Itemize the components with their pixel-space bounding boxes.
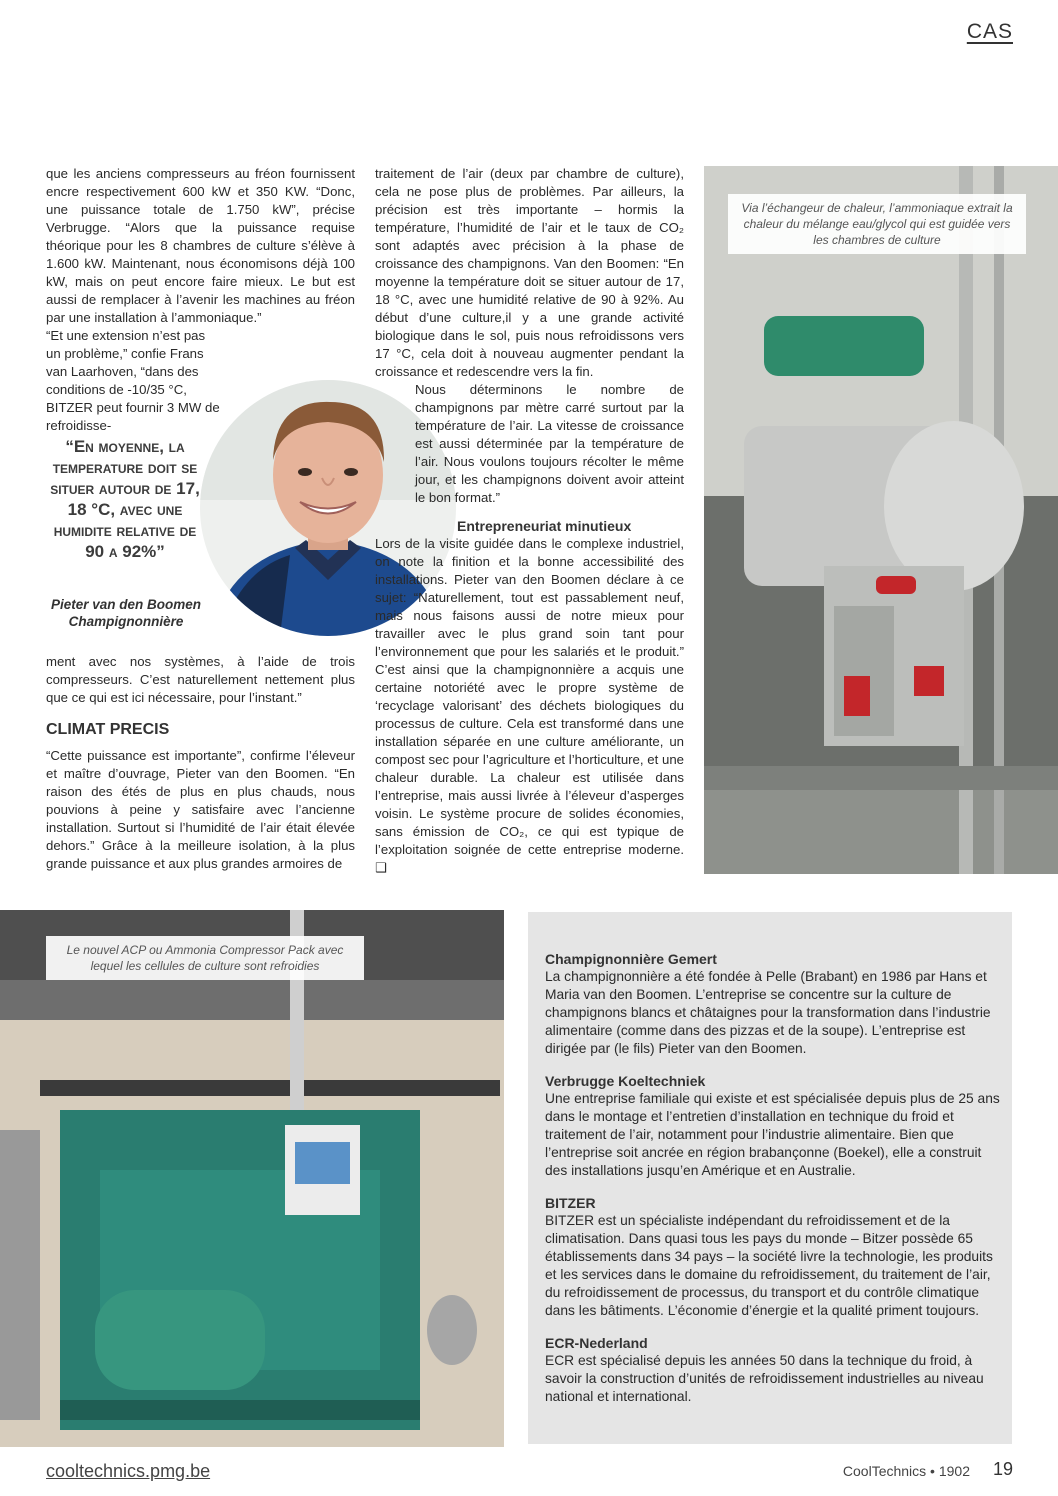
paragraph: que les anciens compresseurs au fréon fournissent encre respectivement 600 kW et 350 KW. “Donc, une puissance totale de 1.750 kW”, précise Verbrugge. “Alors que la puissance requise théorique pour les 8 chambres de culture s’élève à 1.600 kW. Maintenant, nous économisons déjà 100 kW, mais on peut encore faire mieux. Le but est aussi de remplacer à l’avenir les machines au fréon par une installation à l’ammoniaque.” (46, 166, 355, 325)
company-entry (545, 1194, 1000, 1320)
paragraph: Nous déterminons le nombre de champignons par mètre carré surtout par la température de l’air. La vitesse de croissance est aussi déterminée par la température de l’air. Nous voulons toujours récolter le même jour, et les champignons doivent avoir atteint le bon format.” (415, 382, 684, 505)
quote-author (46, 596, 206, 630)
company-info-box (528, 912, 1012, 1444)
compressor-pack-photo (0, 910, 504, 1447)
quote-author-company: Champignonnière (68, 614, 184, 629)
website-link[interactable]: cooltechnics.pmg.be (46, 1461, 211, 1481)
company-description: Une entreprise familiale qui existe et est spécialisée depuis plus de 25 ans dans le montage et l’entretien d’installation en technique du froid et traitement de l’air, notamment pour l’industrie alimentaire. Bien que l’entreprise soit ancrée en région brabançonne (Boekel), elle a construit des installations jusqu’en Amérique et en Australie. (545, 1091, 1000, 1178)
company-entry (545, 950, 1000, 1058)
paragraph: “Cette puissance est importante”, confirme l’éleveur et maître d’ouvrage, Pieter van den Boomen. “En raison des étés de plus en plus chauds, nous pouvions à peine y satisfaire avec l’ancienne installation. Surtout si l’humidité de l’air était élevée dehors.” Grâce à la meilleure isolation, à la plus grande puissance et aux plus grandes armoires de (46, 748, 355, 871)
heat-exchanger-photo (704, 166, 1058, 874)
quote-author-name: Pieter van den Boomen (50, 597, 202, 612)
photo-caption: Le nouvel ACP ou Ammonia Compressor Pack avec lequel les cellules de culture sont refroidies (46, 936, 364, 980)
paragraph: Lors de la visite guidée dans le complexe industriel, on note la finition et la bonne accessibilité des installations. Pieter van den Boomen déclare à ce sujet: “Naturellement, tout est passablement neuf, mais nous faisons aussi de notre mieux pour travailler avec le plus grand soin tant pour l’environnement que pour les salariés et le produit.” C’est ainsi que la champignonnière a acquis une certaine notoriété avec le propre système de ‘recyclage valorisant’ des déchets biologiques du processus de culture. Cela est transformé dans une installation séparée en une culture améliorante, un compost sec pour l’agriculture et l’horticulture, et une chaleur durable. La chaleur est utilisée dans l’entreprise, mais aussi livrée à l’éleveur d’asperges voisin. Le système procure de solides économies, sans émission de CO₂, ce qui est typique de l’exploitation soignée de cette entreprise moderne. ❑ (375, 536, 684, 875)
company-description: BITZER est un spécialiste indépendant du refroidissement et de la climatisation. Dans quasi tous les pays du monde – Bitzer possède 65 établissements dans 34 pays – la société livre la technologie, les produits et les services dans le domaine du refroidissement, du traitement de l’air, du refroidissement de processus, du transport et du contrôle climatique dans les bâtiments. L’économie d’énergie et la qualité priment toujours. (545, 1213, 993, 1318)
company-title: ECR-Nederland (545, 1335, 648, 1351)
company-info-list (545, 950, 1000, 1420)
section-tag: CAS (966, 20, 1013, 43)
paragraph: traitement de l’air (deux par chambre de culture), cela ne pose plus de problèmes. Par ailleurs, la précision est très importante – hormis la température, l’humidité de l’air et le taux de CO₂ sont adaptés avec précision à la phase de croissance des champignons. Van den Boomen: “En moyenne la température doit se situer autour de 17, 18 °C, avec une humidité relative de 90 à 92%. Au début d’une culture,il y a une grande activité biologique dans le sol, puis nous refroidissons vers 17 °C, cela doit à nouveau augmenter pendant la croissance et redescendre vers la fin. (375, 166, 684, 379)
company-title: Verbrugge Koeltechniek (545, 1073, 706, 1089)
magazine-issue: CoolTechnics • 1902 (842, 1463, 970, 1479)
pull-quote: “En moyenne, la temperature doit se situer autour de 17, 18 °C, avec une humidite relative de 90 a 92%” (50, 437, 200, 561)
paragraph: “Et une extension n’est pas un problème,” confie Frans van Laarhoven, “dans des conditions de -10/35 °C, BITZER peut fournir 3 MW de refroidisse- (46, 328, 220, 433)
article-column-1-continued (46, 653, 355, 873)
section-heading: CLIMAT PRECIS (46, 721, 170, 738)
company-entry (545, 1072, 1000, 1180)
article-column-2 (375, 165, 684, 877)
subheading: Entrepreneuriat minutieux (457, 518, 632, 534)
company-title: Champignonnière Gemert (545, 951, 717, 967)
company-entry (545, 1334, 1000, 1406)
company-description: La champignonnière a été fondée à Pelle (Brabant) en 1986 par Hans et Maria van den Boomen. L’entreprise se concentre sur la culture de champignons blancs et châtaignes pour la transformation dans l’industrie alimentaire (comme dans des pizzas et de la soupe). L’entreprise est dirigée par (le fils) Pieter van den Boomen. (545, 969, 991, 1056)
company-title: BITZER (545, 1195, 596, 1211)
paragraph: ment avec nos systèmes, à l’aide de trois compresseurs. C’est naturellement nettement plus que ce qui est ici nécessaire, pour l’instant.” (46, 654, 355, 705)
photo-caption: Via l’échangeur de chaleur, l’ammoniaque extrait la chaleur du mélange eau/glycol qui est guidée vers les chambres de culture (728, 194, 1026, 254)
company-description: ECR est spécialisé depuis les années 50 dans la technique du froid, à savoir la construction d’unités de refroidissement industrielles au niveau national et international. (545, 1353, 984, 1404)
page-number: 19 (992, 1459, 1013, 1479)
